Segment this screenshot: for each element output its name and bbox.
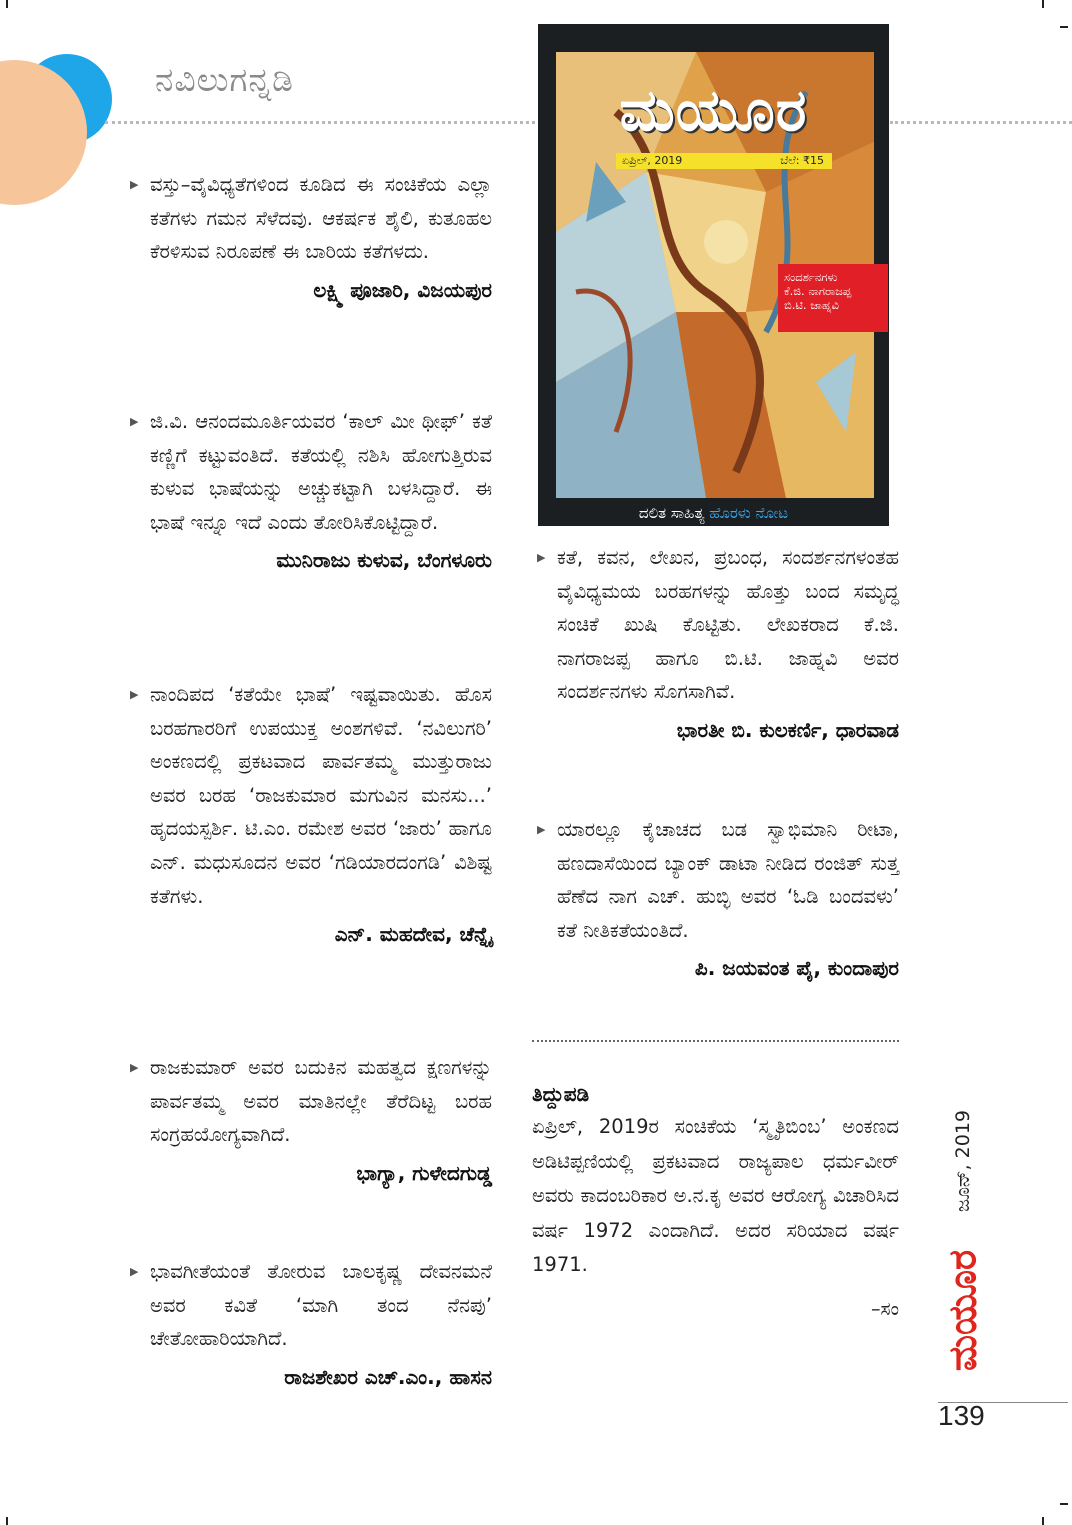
- letter-signature: ರಾಜಶೇಖರ ಎಚ್.ಎಂ., ಹಾಸನ: [284, 1364, 492, 1389]
- header-divider: [890, 121, 1072, 124]
- header-divider: [105, 121, 535, 124]
- bullet-arrow-icon: ▶: [130, 1061, 139, 1074]
- correction-heading: ತಿದ್ದುಪಡಿ: [532, 1082, 590, 1106]
- cover-bottom-text: ದಲಿತ ಸಾಹಿತ್ಯ: [638, 504, 705, 522]
- letter-text: ಜಿ.ವಿ. ಆನಂದಮೂರ್ತಿಯವರ ‘ಕಾಲ್ ಮೀ ಥೀಫ್’ ಕತೆ ಕಣ್ಣಿಗೆ ಕಟ್ಟುವಂತಿದೆ. ಕತೆಯಲ್ಲಿ ನಶಿಸಿ ಹೋಗುತ್ತಿರುವ ಕುಳುವ ಭಾಷೆಯನ್ನು ಅಚ್ಚುಕಟ್ಟಾಗಿ ಬಳಸಿದ್ದಾರೆ. ಈ ಭಾಷೆ ಇನ್ನೂ ಇದೆ ಎಂದು ತೋರಿಸಿಕೊಟ್ಟಿದ್ದಾರೆ.: [150, 410, 492, 534]
- crop-mark: [1042, 0, 1044, 8]
- crop-mark: [6, 0, 8, 8]
- magazine-cover: [538, 24, 889, 526]
- letter-text: ವಸ್ತು–ವೈವಿಧ್ಯತೆಗಳಿಂದ ಕೂಡಿದ ಈ ಸಂಚಿಕೆಯ ಎಲ್ಲಾ ಕತೆಗಳು ಗಮನ ಸೆಳೆದವು. ಆಕರ್ಷಕ ಶೈಲಿ, ಕುತೂಹಲ ಕೆರಳಿಸುವ ನಿರೂಪಣೆ ಈ ಬಾರಿಯ ಕತೆಗಳದು.: [150, 173, 492, 264]
- letter-text: ನಾಂದಿಪದ ‘ಕತೆಯೇ ಭಾಷೆ’ ಇಷ್ಟವಾಯಿತು. ಹೊಸ ಬರಹಗಾರರಿಗೆ ಉಪಯುಕ್ತ ಅಂಶಗಳಿವೆ. ‘ನವಿಲುಗರಿ’ ಅಂಕಣದಲ್ಲಿ ಪ್ರಕಟವಾದ ಪಾರ್ವತಮ್ಮ ಮುತ್ತುರಾಜು ಅವರ ಬರಹ ‘ರಾಜಕುಮಾರ ಮಗುವಿನ ಮನಸು...’ ಹೃದಯಸ್ಪರ್ಶಿ. ಟಿ.ಎಂ. ರಮೇಶ ಅವರ ‘ಜಾರು’ ಹಾಗೂ ಎನ್. ಮಧುಸೂದನ ಅವರ ‘ಗಡಿಯಾರದಂಗಡಿ’ ವಿಶಿಷ್ಟ ಕತೆಗಳು.: [150, 683, 492, 908]
- letter: [130, 405, 492, 577]
- letter-text: ಯಾರಲ್ಲೂ ಕೈಚಾಚದ ಬಡ ಸ್ವಾಭಿಮಾನಿ ರೀಟಾ, ಹಣದಾಸೆಯಿಂದ ಬ್ಯಾಂಕ್ ಡಾಟಾ ನೀಡಿದ ರಂಜಿತ್ ಸುತ್ತ ಹೆಣೆದ ನಾಗ ಎಚ್. ಹುಬ್ಳಿ ಅವರ ‘ಓಡಿ ಬಂದವಳು’ ಕತೆ ನೀತಿಕತೆಯಂತಿದೆ.: [557, 818, 899, 942]
- badge-line: ಬಿ.ಟಿ. ಜಾಹ್ನವಿ: [784, 298, 839, 312]
- section-divider: [532, 1040, 899, 1042]
- cover-bottom-line: [538, 504, 889, 522]
- letter-text: ರಾಜಕುಮಾರ್ ಅವರ ಬದುಕಿನ ಮಹತ್ವದ ಕ್ಷಣಗಳನ್ನು ಪಾರ್ವತಮ್ಮ ಅವರ ಮಾತಿನಲ್ಲೇ ತೆರೆದಿಟ್ಟ ಬರಹ ಸಂಗ್ರಹಯೋಗ್ಯವಾಗಿದೆ.: [150, 1056, 492, 1147]
- letter: [130, 168, 492, 307]
- cover-issue-strip: [616, 153, 832, 169]
- letter: [537, 813, 899, 985]
- crop-mark: [1060, 1503, 1068, 1505]
- letter: [130, 678, 492, 951]
- badge-line: ಸಂದರ್ಶನಗಳು: [784, 270, 838, 284]
- cover-badge: [778, 264, 888, 332]
- bullet-arrow-icon: ▶: [130, 415, 139, 428]
- cover-title: ಮಯೂರ: [619, 76, 808, 144]
- correction-box: [532, 1078, 899, 1329]
- crop-mark: [1060, 26, 1068, 28]
- letter: [130, 1051, 492, 1190]
- letter-signature: ಎನ್. ಮಹದೇವ, ಚೆನ್ನೈ: [334, 922, 492, 947]
- page-number: 139: [938, 1400, 985, 1431]
- badge-line: ಕೆ.ಜಿ. ನಾಗರಾಜಪ್ಪ: [784, 284, 852, 298]
- bullet-arrow-icon: ▶: [537, 823, 546, 836]
- bullet-arrow-icon: ▶: [130, 178, 139, 191]
- cover-issue-date: ಏಪ್ರಿಲ್, 2019: [622, 154, 683, 167]
- bullet-arrow-icon: ▶: [537, 551, 546, 564]
- correction-body: ಏಪ್ರಿಲ್, 2019ರ ಸಂಚಿಕೆಯ ‘ಸ್ಮೃತಿಬಿಂಬ’ ಅಂಕಣದ ಅಡಿಟಿಪ್ಪಣಿಯಲ್ಲಿ ಪ್ರಕಟವಾದ ರಾಜ್ಯಪಾಲ ಧರ್ಮವೀರ್ ಅವರು ಕಾದಂಬರಿಕಾರ ಅ.ನ.ಕೃ ಅವರ ಆರೋಗ್ಯ ವಿಚಾರಿಸಿದ ವರ್ಷ 1972 ಎಂದಾಗಿದೆ. ಅದರ ಸರಿಯಾದ ವರ್ಷ 1971.: [532, 1115, 899, 1276]
- issue-date: ಜೂನ್, 2019: [952, 1109, 974, 1213]
- correction-signoff: –ಸಂ: [870, 1297, 899, 1320]
- brand-logo: ಮಯೂರ: [940, 1249, 985, 1372]
- crop-mark: [6, 1517, 8, 1525]
- letter-signature: ಭಾಗ್ಯಾ, ಗುಳೇದಗುಡ್ಡ: [356, 1160, 492, 1185]
- side-label: [940, 1109, 985, 1410]
- bullet-arrow-icon: ▶: [130, 688, 139, 701]
- letter-signature: ಪಿ. ಜಯವಂತ ಪೈ, ಕುಂದಾಪುರ: [694, 956, 899, 981]
- letter-text: ಭಾವಗೀತೆಯಂತೆ ತೋರುವ ಬಾಲಕೃಷ್ಣ ದೇವನಮನೆ ಅವರ ಕವಿತೆ ‘ಮಾಗಿ ತಂದ ನೆನಪು’ ಚೇತೋಹಾರಿಯಾಗಿದೆ.: [150, 1260, 492, 1351]
- letter-text: ಕತೆ, ಕವನ, ಲೇಖನ, ಪ್ರಬಂಧ, ಸಂದರ್ಶನಗಳಂತಹ ವೈವಿಧ್ಯಮಯ ಬರಹಗಳನ್ನು ಹೊತ್ತು ಬಂದ ಸಮೃದ್ಧ ಸಂಚಿಕೆ ಖುಷಿ ಕೊಟ್ಟಿತು. ಲೇಖಕರಾದ ಕೆ.ಜಿ. ನಾಗರಾಜಪ್ಪ ಹಾಗೂ ಬಿ.ಟಿ. ಜಾಹ್ನವಿ ಅವರ ಸಂದರ್ಶನಗಳು ಸೊಗಸಾಗಿವೆ.: [557, 546, 899, 704]
- section-title: ನವಿಲುಗನ್ನಡಿ: [155, 60, 294, 99]
- cover-price: ಬೆಲೆ: ₹15: [780, 154, 824, 167]
- cover-bottom-highlight: ಹೊರಳು ನೋಟ: [709, 504, 789, 522]
- letter-signature: ಲಕ್ಷ್ಮಿ ಪೂಜಾರಿ, ವಿಜಯಪುರ: [313, 277, 492, 302]
- bullet-arrow-icon: ▶: [130, 1265, 139, 1278]
- crop-mark: [1042, 1517, 1044, 1525]
- letter-signature: ಮುನಿರಾಜು ಕುಳುವ, ಬೆಂಗಳೂರು: [276, 548, 492, 573]
- letter: [537, 541, 899, 747]
- letter: [130, 1255, 492, 1394]
- letter-signature: ಭಾರತೀ ಬಿ. ಕುಲಕರ್ಣಿ, ಧಾರವಾಡ: [676, 717, 899, 742]
